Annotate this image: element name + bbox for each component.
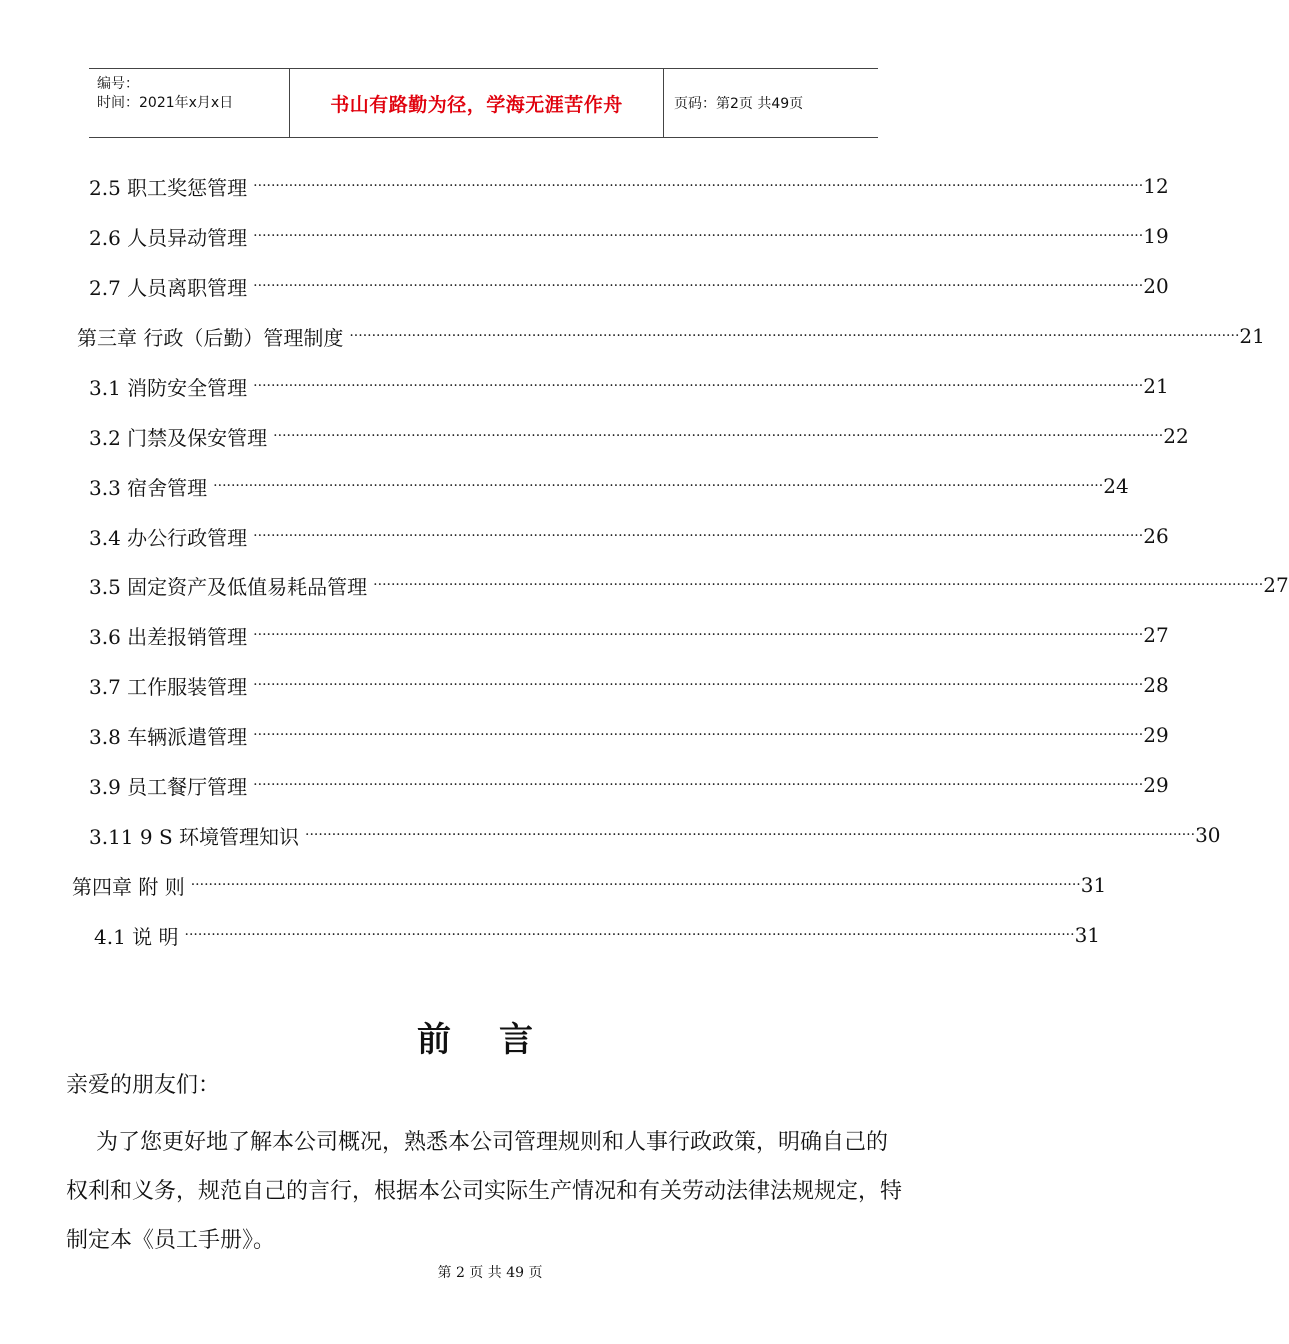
toc-entry[interactable] [89, 570, 1289, 600]
toc-page: 20 [1143, 274, 1169, 298]
toc-leader: ········································································································································································································ [253, 278, 1144, 294]
toc-page: 21 [1143, 374, 1169, 398]
toc-label: 3.3 宿舍管理 [89, 475, 208, 500]
toc-leader: ········································································································································································································ [213, 478, 1104, 494]
toc-entry[interactable] [94, 920, 1101, 950]
toc-label: 3.6 出差报销管理 [89, 624, 248, 649]
toc-label: 3.9 员工餐厅管理 [89, 774, 248, 799]
header-motto: 书山有路勤为径，学海无涯苦作舟 [290, 69, 664, 137]
toc-leader: ········································································································································································································ [373, 577, 1264, 593]
toc-entry[interactable] [89, 670, 1169, 700]
toc-page: 26 [1143, 524, 1169, 548]
toc-entry[interactable] [89, 720, 1169, 750]
toc-page: 30 [1195, 823, 1221, 847]
toc-chapter[interactable] [72, 870, 1107, 900]
toc-label: 2.6 人员异动管理 [89, 225, 248, 250]
toc-entry[interactable] [89, 221, 1169, 251]
toc-leader: ········································································································································································································ [253, 777, 1144, 793]
toc-entry[interactable] [89, 820, 1221, 850]
toc-entry[interactable] [89, 521, 1169, 551]
toc-page: 31 [1080, 873, 1107, 897]
toc-label: 3.1 消防安全管理 [89, 375, 248, 400]
toc-leader: ········································································································································································································ [190, 877, 1081, 893]
header-meta [89, 69, 290, 137]
toc-entry[interactable] [89, 471, 1129, 501]
header-page-info: 页码：第2页 共49页 [674, 96, 804, 112]
toc-page: 21 [1239, 324, 1265, 348]
toc-page: 19 [1143, 224, 1169, 248]
toc-leader: ········································································································································································································ [253, 178, 1144, 194]
toc-entry[interactable] [89, 620, 1169, 650]
toc-leader: ········································································································································································································ [305, 827, 1196, 843]
preface-title: 前言 [417, 1020, 581, 1060]
toc-label: 第四章 附 则 [72, 874, 185, 899]
toc-entry[interactable] [89, 770, 1169, 800]
toc-label: 第三章 行政（后勤）管理制度 [77, 325, 344, 350]
toc-label: 3.2 门禁及保安管理 [89, 425, 268, 450]
preface-paragraph-text: 为了您更好地了解本公司概况，熟悉本公司管理规则和人事行政政策，明确自己的权利和义务，规范自己的言行，根据本公司实际生产情况和有关劳动法律法规规定，特制定本《员工手册》。 [66, 1130, 903, 1253]
toc-label: 3.11 9 S 环境管理知识 [89, 824, 300, 849]
toc-page: 31 [1074, 923, 1101, 947]
toc-page: 28 [1143, 673, 1169, 697]
header-serial: 编号： [97, 76, 139, 92]
toc-leader: ········································································································································································································ [253, 627, 1144, 643]
toc-leader: ········································································································································································································ [253, 378, 1144, 394]
toc-entry[interactable] [89, 371, 1169, 401]
header-time: 时间：2021年x月x日 [97, 95, 234, 111]
toc-page: 29 [1143, 773, 1169, 797]
toc-leader: ········································································································································································································ [253, 228, 1144, 244]
toc-label: 4.1 说 明 [94, 924, 179, 949]
toc-leader: ········································································································································································································ [273, 428, 1164, 444]
toc-leader: ········································································································································································································ [184, 927, 1075, 943]
toc-entry[interactable] [89, 421, 1189, 451]
toc-page: 22 [1163, 424, 1189, 448]
toc-page: 27 [1143, 623, 1169, 647]
toc-label: 3.7 工作服装管理 [89, 674, 248, 699]
toc-label: 2.5 职工奖惩管理 [89, 175, 248, 200]
toc-page: 12 [1143, 174, 1169, 198]
preface-paragraph [66, 1118, 906, 1265]
toc-page: 24 [1103, 474, 1129, 498]
toc-entry[interactable] [89, 271, 1169, 301]
toc-leader: ········································································································································································································ [349, 328, 1240, 344]
toc-entry[interactable] [89, 171, 1169, 201]
toc-label: 2.7 人员离职管理 [89, 275, 248, 300]
toc-label: 3.5 固定资产及低值易耗品管理 [89, 574, 368, 599]
toc-leader: ········································································································································································································ [253, 727, 1144, 743]
toc-label: 3.4 办公行政管理 [89, 525, 248, 550]
page-footer: 第 2 页 共 49 页 [437, 1265, 543, 1281]
toc-page: 29 [1143, 723, 1169, 747]
toc-chapter[interactable] [77, 321, 1265, 351]
preface-greeting: 亲爱的朋友们： [66, 1073, 221, 1098]
toc-leader: ········································································································································································································ [253, 677, 1144, 693]
toc-leader: ········································································································································································································ [253, 528, 1144, 544]
toc-page: 27 [1263, 573, 1289, 597]
toc-label: 3.8 车辆派遣管理 [89, 724, 248, 749]
page-header [89, 68, 878, 138]
